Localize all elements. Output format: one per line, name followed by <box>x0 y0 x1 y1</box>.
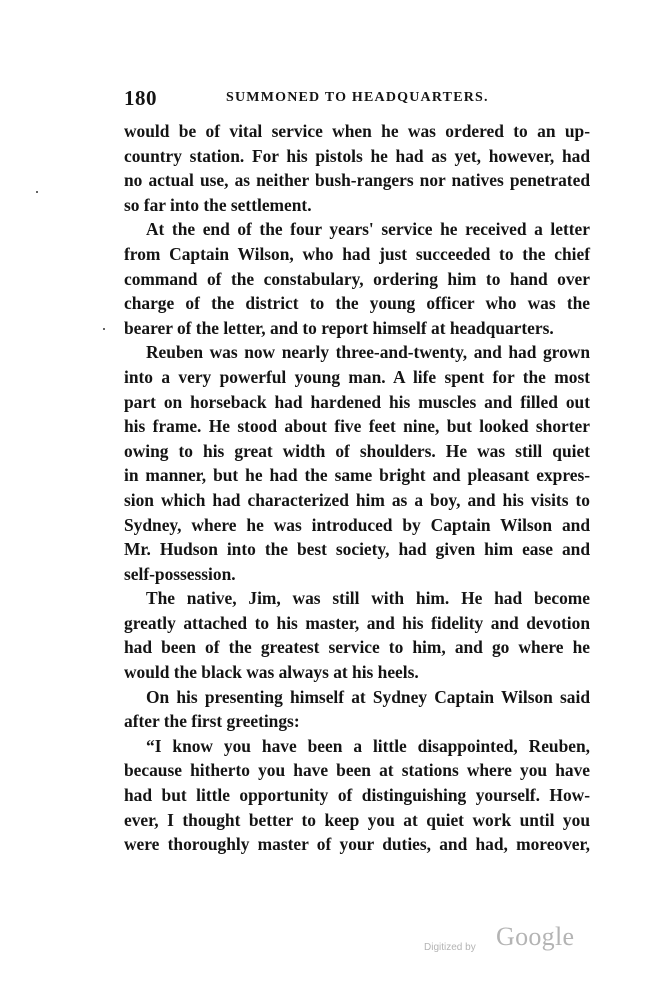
text-line: had but little opportunity of distinguishing yourself. How- <box>124 785 590 806</box>
text-line: into a very powerful young man. A life spent for the most <box>124 366 590 387</box>
watermark-brand: Google <box>496 922 575 951</box>
scan-speck <box>103 328 105 330</box>
text-line: after the first greetings: <box>124 711 300 732</box>
page-header <box>124 86 590 112</box>
text-line: bearer of the letter, and to report himself at headquarters. <box>124 317 554 338</box>
page-number: 180 <box>124 86 157 110</box>
text-line: The native, Jim, was still with him. He had become <box>146 588 590 609</box>
text-line: were thoroughly master of your duties, and had, moreover, <box>124 834 590 855</box>
text-line: ever, I thought better to keep you at quiet work until you <box>124 809 590 830</box>
text-line: would be of vital service when he was ordered to an up- <box>124 121 590 141</box>
body-text <box>124 119 590 857</box>
running-head: SUMMONED TO HEADQUARTERS. <box>226 90 489 105</box>
scan-speck <box>36 191 38 193</box>
text-line: owing to his great width of shoulders. He was still quiet <box>124 440 590 461</box>
text-line: “I know you have been a little disappointed, Reuben, <box>146 735 590 756</box>
text-line: had been of the greatest service to him, and go where he <box>124 637 590 658</box>
text-line: At the end of the four years' service he received a letter <box>146 219 590 240</box>
digitized-watermark <box>424 922 604 962</box>
text-line: Reuben was now nearly three-and-twenty, and had grown <box>146 342 590 363</box>
text-line: because hitherto you have been at stations where you have <box>124 760 590 781</box>
text-line: Mr. Hudson into the best society, had given him ease and <box>124 539 590 560</box>
text-line: so far into the settlement. <box>124 194 312 215</box>
text-line: Sydney, where he was introduced by Captain Wilson and <box>124 514 590 535</box>
text-line: from Captain Wilson, who had just succeeded to the chief <box>124 243 590 264</box>
text-line: charge of the district to the young officer who was the <box>124 293 590 314</box>
text-line: command of the constabulary, ordering him to hand over <box>124 268 590 289</box>
text-line: On his presenting himself at Sydney Captain Wilson said <box>146 686 590 707</box>
text-line: in manner, but he had the same bright and pleasant expres- <box>124 465 590 486</box>
text-line: would the black was always at his heels. <box>124 662 419 683</box>
text-line: his frame. He stood about five feet nine, but looked shorter <box>124 416 590 437</box>
text-line: part on horseback had hardened his muscles and filled out <box>124 391 590 412</box>
text-line: no actual use, as neither bush-rangers nor natives penetrated <box>124 170 590 191</box>
text-line: country station. For his pistols he had as yet, however, had <box>124 145 590 166</box>
text-line: greatly attached to his master, and his fidelity and devotion <box>124 612 590 633</box>
watermark-prefix: Digitized by <box>424 942 476 953</box>
text-line: sion which had characterized him as a boy, and his visits to <box>124 489 590 510</box>
text-line: self-possession. <box>124 563 236 584</box>
